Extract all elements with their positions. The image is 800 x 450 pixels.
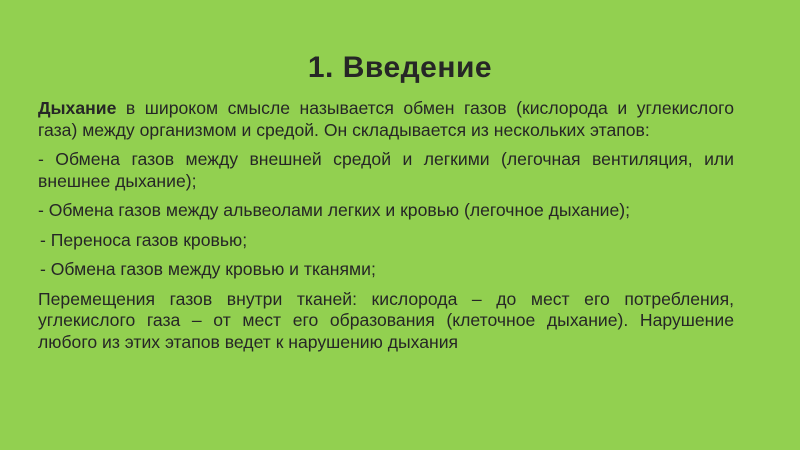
intro-paragraph bbox=[38, 98, 734, 141]
list-item: - Обмена газов между внешней средой и легкими (легочная вентиляция, или внешнее дыхание); bbox=[38, 149, 734, 191]
list-item: - Переноса газов кровью; bbox=[40, 229, 248, 250]
intro-text: в широком смысле называется обмен газов (кислорода и углекислого газа) между организмом и средой. Он складывается из нескольких этапов: bbox=[38, 98, 734, 140]
slide-title: 1. Введение bbox=[307, 51, 493, 84]
list-item: - Обмена газов между кровью и тканями; bbox=[40, 259, 376, 279]
closing-paragraph: Перемещения газов внутри тканей: кислорода – до мест его потребления, углекислого газа – от мест его образования (клеточное дыхание). Нарушение любого из этих этапов ведет к нарушению дыхания bbox=[38, 288, 734, 352]
list-item: - Обмена газов между альвеолами легких и кровью (легочное дыхание); bbox=[38, 200, 631, 220]
intro-term: Дыхание bbox=[38, 98, 117, 118]
slide-body bbox=[38, 98, 734, 353]
